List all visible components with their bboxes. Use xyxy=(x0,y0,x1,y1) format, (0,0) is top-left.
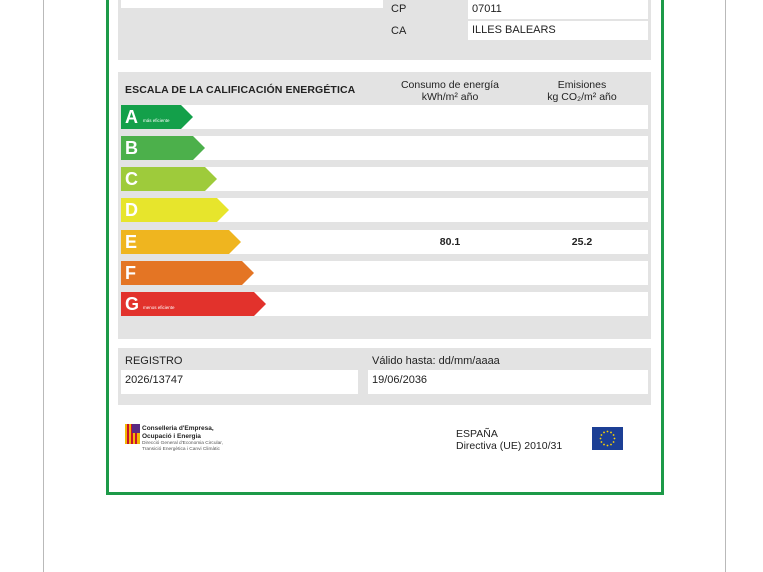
department-line2: Ocupació i Energia xyxy=(142,433,201,440)
scale-row-f xyxy=(121,261,648,285)
scale-row-c xyxy=(121,167,648,191)
emisiones-value: 25.2 xyxy=(571,236,593,248)
emisiones-header xyxy=(532,79,632,103)
scale-row-e xyxy=(121,230,648,254)
balearic-government-logo-icon xyxy=(125,424,140,444)
scale-title: ESCALA DE LA CALIFICACIÓN ENERGÉTICA xyxy=(125,84,356,96)
department-line4: Transició Energètica i Canvi Climàtic xyxy=(142,447,220,452)
page-border-left xyxy=(43,0,44,572)
ca-label: CA xyxy=(391,25,407,37)
registro-value: 2026/13747 xyxy=(121,370,358,394)
rating-letter: G xyxy=(125,294,140,314)
department-line1: Conselleria d'Empresa, xyxy=(142,425,214,432)
rating-arrow-e xyxy=(121,230,241,254)
valido-label: Válido hasta: dd/mm/aaaa xyxy=(372,355,500,367)
rating-letter: E xyxy=(125,232,138,252)
emisiones-header-line1: Emisiones xyxy=(557,79,607,91)
country-label: ESPAÑA xyxy=(456,428,498,440)
eu-star-icon xyxy=(610,432,612,434)
consumo-value: 80.1 xyxy=(439,236,461,248)
rating-arrow-f xyxy=(121,261,254,285)
rating-letter: A xyxy=(125,107,138,127)
eu-star-icon xyxy=(613,441,615,443)
rating-arrow-g xyxy=(121,292,266,316)
department-name xyxy=(142,425,223,453)
eu-star-icon xyxy=(600,438,602,440)
cp-value: 07011 xyxy=(468,0,648,19)
eu-star-icon xyxy=(601,434,603,436)
directive-label: Directiva (UE) 2010/31 xyxy=(456,440,563,452)
valido-value: 19/06/2036 xyxy=(368,370,648,394)
consumo-header-line2: kWh/m² año xyxy=(421,91,479,103)
scale-row-a xyxy=(121,105,648,129)
rating-sublabel: menos eficiente xyxy=(143,305,175,310)
ca-value: ILLES BALEARS xyxy=(468,21,648,40)
rating-letter: F xyxy=(125,263,136,283)
eu-flag-icon xyxy=(592,427,623,450)
emisiones-header-line2: kg CO₂/m² año xyxy=(547,91,617,103)
eu-star-icon xyxy=(603,444,605,446)
rating-letter: C xyxy=(125,169,138,189)
rating-letter: B xyxy=(125,138,138,158)
eu-star-icon xyxy=(607,445,609,447)
consumo-header-line1: Consumo de energía xyxy=(400,79,500,91)
cadastral-reference-field xyxy=(121,0,383,8)
eu-star-icon xyxy=(614,438,616,440)
page-border-right xyxy=(725,0,726,572)
consumo-header xyxy=(395,79,505,103)
scale-row-d xyxy=(121,198,648,222)
eu-star-icon xyxy=(610,444,612,446)
registro-label: REGISTRO xyxy=(125,355,183,367)
eu-star-icon xyxy=(601,441,603,443)
department-line3: Direcció General d'Economia Circular, xyxy=(142,441,223,446)
eu-star-icon xyxy=(603,432,605,434)
scale-row-b xyxy=(121,136,648,160)
rating-letter: D xyxy=(125,200,138,220)
scale-row-g xyxy=(121,292,648,316)
eu-star-icon xyxy=(607,431,609,433)
cp-label: CP xyxy=(391,3,407,15)
country-directive xyxy=(456,428,562,452)
rating-sublabel: más eficiente xyxy=(143,118,170,123)
eu-star-icon xyxy=(613,434,615,436)
